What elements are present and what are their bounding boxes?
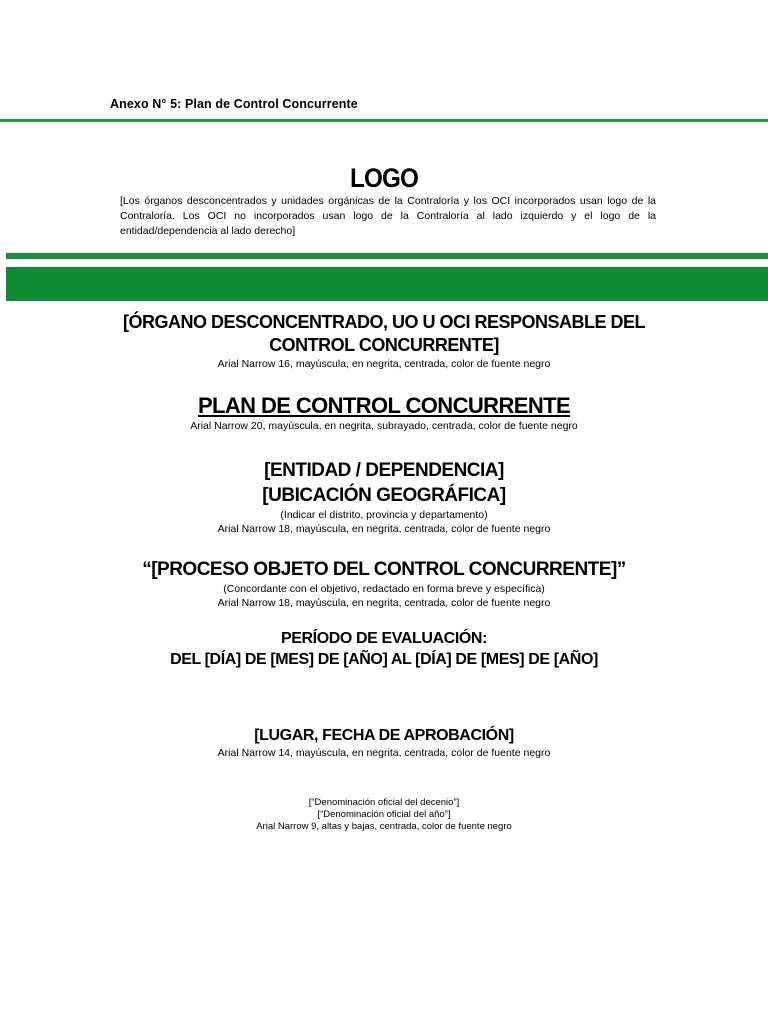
entity-line-2: [UBICACIÓN GEOGRÁFICA] — [262, 485, 506, 506]
footer-section — [0, 797, 768, 833]
decade-denomination: [“Denominación oficial del decenio”] — [308, 797, 460, 808]
process-section — [0, 557, 768, 610]
organ-title-line-1: [ÓRGANO DESCONCENTRADO, UO U OCI RESPONSABLE DEL — [122, 312, 646, 332]
period-line-1: PERÍODO DE EVALUACIÓN: — [280, 630, 488, 647]
organ-section — [0, 311, 768, 371]
logo-placeholder-heading: LOGO — [350, 163, 418, 193]
entity-line-1: [ENTIDAD / DEPENDENCIA] — [264, 460, 504, 481]
plan-section — [0, 393, 768, 433]
process-hint: (Concordante con el objetivo, redactado en forma breve y específica) — [223, 583, 545, 595]
organ-title-line-2: CONTROL CONCURRENTE] — [269, 335, 499, 355]
place-format-note: Arial Narrow 14, mayúscula, en negrita, centrada, color de fuente negro — [217, 747, 551, 759]
plan-title: PLAN DE CONTROL CONCURRENTE — [197, 393, 571, 418]
entity-format-note: Arial Narrow 18, mayúscula, en negrita, centrada, color de fuente negro — [217, 523, 551, 535]
footer-format-note: Arial Narrow 9, altas y bajas, centrada, color de fuente negro — [256, 821, 512, 832]
place-title: [LUGAR, FECHA DE APROBACIÓN] — [254, 727, 514, 744]
green-divider-thin — [6, 253, 768, 259]
place-section — [0, 725, 768, 760]
green-band — [6, 267, 768, 301]
period-line-2: DEL [DÍA] DE [MES] DE [AÑO] AL [DÍA] DE [MES] DE [AÑO] — [170, 651, 598, 668]
plan-format-note: Arial Narrow 20, mayúscula, en negrita, subrayado, centrada, color de fuente negro — [190, 420, 578, 432]
entity-hint: (Indicar el distrito, provincia y departamento) — [280, 509, 488, 521]
organ-format-note: Arial Narrow 16, mayúscula, en negrita, centrada, color de fuente negro — [217, 358, 551, 370]
process-format-note: Arial Narrow 18, mayúscula, en negrita, centrada, color de fuente negro — [217, 597, 551, 609]
entity-section — [0, 458, 768, 536]
annex-title: Anexo N° 5: Plan de Control Concurrente — [110, 97, 358, 111]
year-denomination: [“Denominación oficial del año”] — [317, 809, 451, 820]
period-section — [0, 628, 768, 670]
process-title: “[PROCESO OBJETO DEL CONTROL CONCURRENTE]” — [142, 559, 626, 580]
top-divider — [0, 119, 768, 122]
logo-instructions: [Los órganos desconcentrados y unidades orgánicas de la Contraloría y los OCI incorporados usan logo de la Contraloría. Los OCI no incorporados usan logo de la Contraloría al lado izquierdo y el logo de la entidad/dependencia al lado derecho] — [120, 195, 656, 237]
